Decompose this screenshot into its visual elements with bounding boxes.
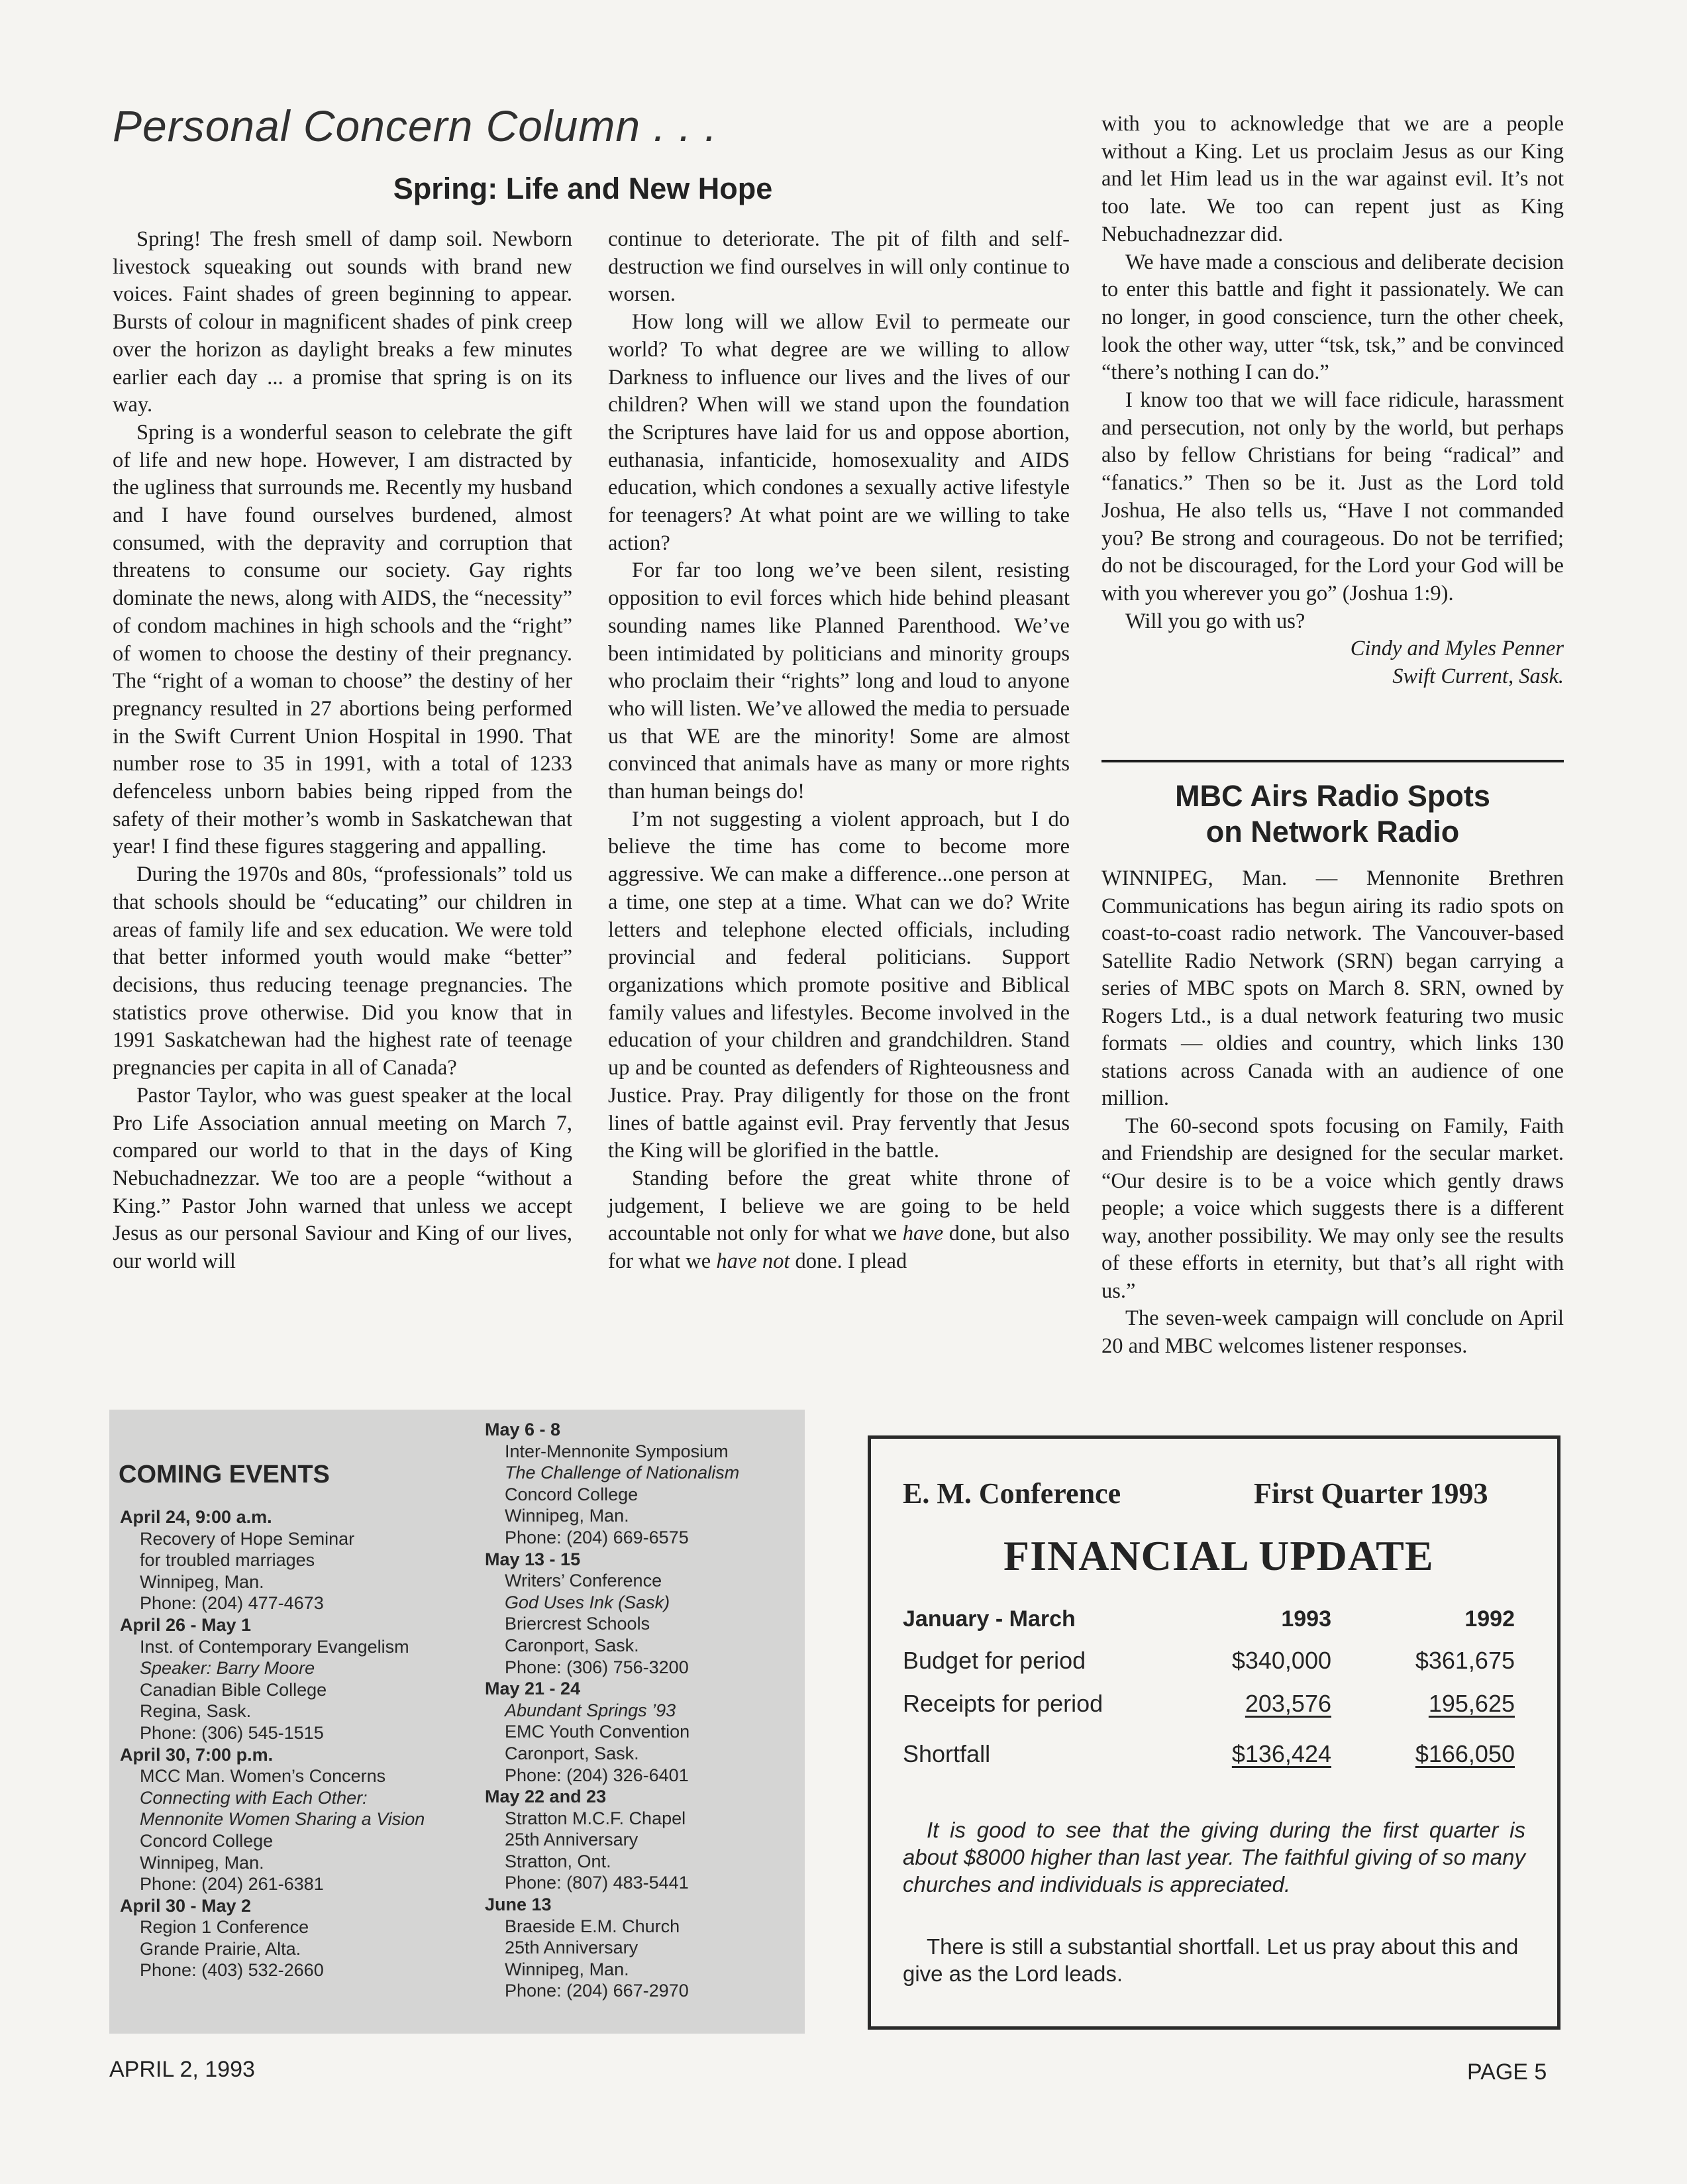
event-detail: Phone: (306) 756-3200 — [505, 1657, 689, 1677]
text-run: done. I plead — [795, 1249, 907, 1274]
event-detail: Phone: (204) 326-6401 — [505, 1765, 689, 1785]
emphasis: have not — [716, 1249, 790, 1274]
finance-period-label: January - March — [903, 1606, 1076, 1632]
event-detail: for troubled marriages — [140, 1550, 315, 1571]
event-detail: Phone: (204) 261-6381 — [140, 1874, 324, 1895]
event-detail: Phone: (807) 483-5441 — [505, 1873, 689, 1893]
finance-row-value: $361,675 — [1415, 1647, 1515, 1674]
event-date: April 30, 7:00 p.m. — [120, 1744, 274, 1765]
radio-paragraph: The seven-week campaign will conclude on April 20 and MBC welcomes listener responses. — [1101, 1306, 1564, 1358]
event-detail: Recovery of Hope Seminar — [140, 1528, 355, 1549]
finance-row-label: Budget for period — [903, 1647, 1086, 1674]
article-paragraph: Pastor Taylor, who was guest speaker at the local Pro Life Association annual meeting on March 7, compared our world to that in the days of King Nebuchadnezzar. We too are a people “without a King.” Pastor John warned that unless we accept Jesus as our personal Saviour and King of our lives, our world will — [113, 1083, 572, 1274]
article-paragraph: Will you go with us? — [1125, 609, 1305, 633]
events-column-left — [120, 1506, 451, 1981]
event-detail: God Uses Ink (Sask) — [505, 1592, 670, 1612]
event-date: April 24, 9:00 a.m. — [120, 1507, 272, 1527]
event-detail: Phone: (204) 667-2970 — [505, 1981, 689, 2001]
finance-org: E. M. Conference — [903, 1477, 1121, 1510]
event-detail: Stratton M.C.F. Chapel — [505, 1808, 686, 1828]
event-detail: 25th Anniversary — [505, 1938, 639, 1958]
event-detail: The Challenge of Nationalism — [505, 1463, 740, 1483]
article-paragraph: I know too that we will face ridicule, harassment and persecution, not only by the world, but perhaps also by fellow Christians for being “radical” and “fanatics.” Then so be it. Just as the Lord told Joshua, He also tells us, “Have I not commanded you? Be strong and courageous. Do not be terrified; do not be discouraged, for the Lord your God will be with you wherever you go” (Joshua 1:9). — [1101, 388, 1564, 605]
article-title: Spring: Life and New Hope — [393, 172, 773, 205]
coming-events-box — [109, 1410, 805, 2034]
finance-row-value: 203,576 — [1245, 1690, 1331, 1717]
emphasis: have — [902, 1222, 944, 1246]
event-detail: Concord College — [140, 1830, 274, 1851]
article-paragraph: For far too long we’ve been silent, resisting opposition to evil forces which hide behind pleasant sounding names like Planned Parenthood. We’ve been intimidated by politicians and minority groups who proclaim their “rights” long and loud to anyone who will listen. We’ve allowed the media to persuade us that WE are the minority! Some are almost convinced that animals have as many or more rights than human beings do! — [608, 558, 1070, 804]
event-detail: Region 1 Conference — [140, 1917, 309, 1938]
event-detail: Speaker: Barry Moore — [140, 1658, 315, 1679]
event-detail: EMC Youth Convention — [505, 1722, 690, 1742]
event-detail: Winnipeg, Man. — [140, 1571, 264, 1592]
finance-year-1993: 1993 — [1281, 1606, 1331, 1632]
event-detail: Inst. of Contemporary Evangelism — [140, 1636, 409, 1657]
article-paragraph: with you to acknowledge that we are a people without a King. Let us proclaim Jesus as our King and let Him lead us in the war against evil. It’s not too late. We too can repent just as King Nebuchadnezzar did. — [1101, 112, 1564, 246]
event-detail: Winnipeg, Man. — [505, 1506, 629, 1526]
footer-date: APRIL 2, 1993 — [109, 2057, 255, 2082]
section-divider — [1101, 760, 1564, 762]
finance-row-value: $136,424 — [1231, 1740, 1331, 1767]
event-detail: Grande Prairie, Alta. — [140, 1938, 301, 1959]
event-detail: Winnipeg, Man. — [505, 1959, 629, 1979]
event-date: April 26 - May 1 — [120, 1614, 252, 1635]
event-detail: MCC Man. Women’s Concerns — [140, 1766, 386, 1787]
article-paragraph: We have made a conscious and deliberate decision to enter this battle and fight it passionately. We can no longer, in good conscience, turn the other cheek, look the other way, utter “tsk, tsk,” and be convinced “there’s nothing I can do.” — [1101, 250, 1564, 385]
finance-row-label: Receipts for period — [903, 1690, 1103, 1717]
event-detail: Connecting with Each Other: — [140, 1787, 368, 1808]
events-column-right — [485, 1419, 796, 2002]
event-detail: Caronport, Sask. — [505, 1743, 639, 1763]
article-paragraph: I’m not suggesting a violent approach, but I do believe the time has come to become more aggressive. We can make a difference...one person at a time, one step at a time. What can we do? Write letters and telephone elected officials, including provincial and federal politicians. Support organizations which promote positive and Biblical family values and lifestyles. Become involved in the education of your children and grandchildren. Stand up and be counted as defenders of Righteousness and Justice. Pray. Pray diligently for those on the front lines of battle against evil. Pray fervently that Jesus the King will be glorified in the battle. — [608, 807, 1070, 1163]
event-detail: Regina, Sask. — [140, 1701, 252, 1722]
finance-note-italic: It is good to see that the giving during the first quarter is about $8000 higher than last year. The faithful giving of so many churches and individuals is appreciated. — [903, 1818, 1525, 1897]
event-detail: Mennonite Women Sharing a Vision — [140, 1809, 425, 1830]
event-detail: Caronport, Sask. — [505, 1635, 639, 1655]
finance-row-value: $340,000 — [1231, 1647, 1331, 1674]
finance-title: FINANCIAL UPDATE — [1003, 1532, 1434, 1579]
event-detail: Stratton, Ont. — [505, 1851, 611, 1871]
event-detail: Briercrest Schools — [505, 1614, 650, 1634]
article-paragraph: During the 1970s and 80s, “professionals” told us that schools should be “educating” our children in areas of family life and sex education. We were told that better informed youth would make “better” decisions, thus reducing teenage pregnancies. The statistics prove otherwise. Did you know that in 1991 Saskatchewan had the highest rate of teenage pregnancies per capita in all of Canada? — [113, 862, 572, 1080]
article-paragraph: How long will we allow Evil to permeate our world? To what degree are we willing to allow Darkness to influence our lives and the lives of our children? When will we stand upon the foundation the Scriptures have laid for us and oppose abortion, euthanasia, infanticide, homosexuality and AIDS education, which condones a sexually active lifestyle for teenagers? At what point are we willing to take action? — [608, 310, 1070, 555]
event-detail: Winnipeg, Man. — [140, 1852, 264, 1873]
column-kicker: Personal Concern Column . . . — [113, 101, 718, 150]
event-detail: Abundant Springs ’93 — [505, 1700, 676, 1720]
event-detail: Phone: (403) 532-2660 — [140, 1960, 324, 1981]
event-detail: Writers’ Conference — [505, 1571, 662, 1591]
event-detail: Braeside E.M. Church — [505, 1916, 680, 1936]
finance-row-value: $166,050 — [1415, 1740, 1515, 1767]
finance-row-value: 195,625 — [1428, 1690, 1515, 1717]
event-date: May 6 - 8 — [485, 1420, 561, 1439]
event-detail: Phone: (306) 545-1515 — [140, 1722, 324, 1743]
footer-page-number: PAGE 5 — [1467, 2059, 1547, 2085]
signature-name: Cindy and Myles Penner — [1350, 637, 1564, 661]
article-column-2 — [608, 226, 1070, 1276]
event-detail: Inter-Mennonite Symposium — [505, 1441, 729, 1461]
event-date: May 21 - 24 — [485, 1679, 581, 1699]
coming-events-title: COMING EVENTS — [119, 1461, 330, 1488]
signature-place: Swift Current, Sask. — [1392, 664, 1564, 689]
radio-title-line: MBC Airs Radio Spots — [1175, 779, 1490, 813]
event-detail: Concord College — [505, 1484, 639, 1504]
article-paragraph: Spring! The fresh smell of damp soil. Newborn livestock squeaking out sounds with brand new voices. Faint shades of green beginning to appear. Bursts of colour in magnificent shades of pink creep over the horizon as daylight breaks a few minutes earlier each day ... a promise that spring is on its way. — [113, 227, 572, 417]
financial-update-box — [868, 1435, 1560, 2030]
article-paragraph: continue to deteriorate. The pit of filth and self-destruction we find ourselves in will only continue to worsen. — [608, 227, 1070, 307]
article-paragraph — [608, 1165, 1070, 1276]
finance-note: There is still a substantial shortfall. Let us pray about this and give as the Lord leads. — [903, 1934, 1519, 1986]
event-date: April 30 - May 2 — [120, 1895, 252, 1916]
finance-row-label: Shortfall — [903, 1740, 991, 1767]
radio-paragraph: The 60-second spots focusing on Family, Faith and Friendship are designed for the secular market. “Our desire is to be a voice which gently draws people; a voice which suggests there is a different way, another possibility. We may only see the results of these efforts in eternity, but that’s all right with us.” — [1101, 1114, 1564, 1303]
text-run: Standing before the great white throne of judgement, I believe we are going to be held accountable not only for what we — [608, 1166, 1070, 1246]
radio-title — [1101, 778, 1564, 850]
event-date: May 13 - 15 — [485, 1549, 581, 1569]
radio-paragraph: WINNIPEG, Man. — Mennonite Brethren Communications has begun airing its radio spots on coast-to-coast radio network. The Vancouver-based Satellite Radio Network (SRN) began carrying a series of MBC spots on March 8. SRN, owned by Rogers Ltd., is a dual network featuring two music formats — oldies and country, which links 130 stations across Canada with an audience of one million. — [1101, 866, 1564, 1110]
finance-quarter: First Quarter 1993 — [1254, 1477, 1488, 1510]
radio-title-line: on Network Radio — [1205, 815, 1460, 849]
event-detail: 25th Anniversary — [505, 1830, 639, 1850]
text-run: done, but also for what we — [608, 1222, 1070, 1274]
article-column-1 — [113, 226, 572, 1276]
event-detail: Phone: (204) 477-4673 — [140, 1593, 324, 1614]
radio-body — [1101, 865, 1564, 1360]
event-date: May 22 and 23 — [485, 1787, 607, 1807]
finance-year-1992: 1992 — [1464, 1606, 1515, 1632]
event-detail: Phone: (204) 669-6575 — [505, 1527, 689, 1547]
article-column-3 — [1101, 111, 1564, 691]
article-paragraph: Spring is a wonderful season to celebrate the gift of life and new hope. However, I am distracted by the ugliness that surrounds me. Recently my husband and I have found ourselves burdened, almost consumed, with the depravity and corruption that threatens to consume our society. Gay rights dominate the news, along with AIDS, the “necessity” of condom machines in high schools and the “right” of women to choose the destiny of their pregnancy. The “right of a woman to choose” the destiny of her pregnancy resulted in 27 abortions being performed in the Swift Current Union Hospital in 1990. That number rose to 35 in 1991, with a total of 1233 defenceless unborn babies being ripped from the safety of their mother’s womb in Saskatchewan that year! I find these figures staggering and appalling. — [113, 420, 572, 859]
event-detail: Canadian Bible College — [140, 1679, 327, 1700]
event-date: June 13 — [485, 1895, 552, 1915]
